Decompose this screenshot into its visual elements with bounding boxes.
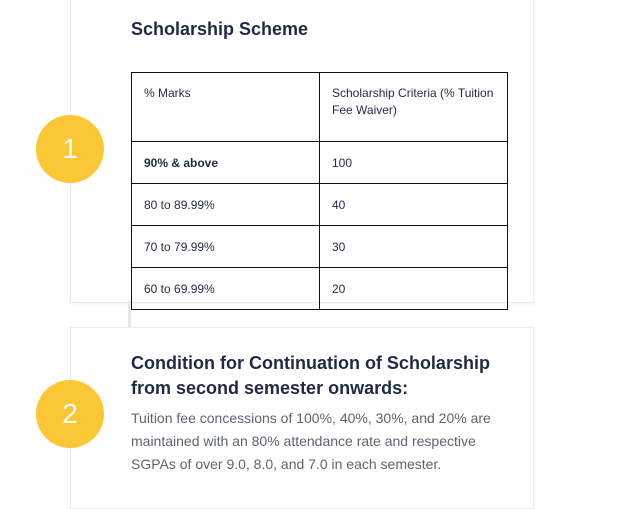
table-row [132,226,508,268]
table-row [132,142,508,184]
waiver-cell: 40 [320,184,508,226]
waiver-cell: 100 [320,142,508,184]
marks-cell: 90% & above [132,142,320,184]
table-row [132,184,508,226]
continuation-condition-text: Tuition fee concessions of 100%, 40%, 30%, and 20% are maintained with an 80% attendance rate and respective SGPAs of over 9.0, 8.0, and 7.0 in each semester. [131,410,491,472]
scholarship-table [131,72,508,310]
table-header-criteria: Scholarship Criteria (% Tuition Fee Waiver) [320,73,508,142]
table-row [132,268,508,310]
marks-cell: 70 to 79.99% [132,226,320,268]
step-number-badge: 1 [36,115,104,183]
waiver-cell: 20 [320,268,508,310]
table-header-marks: % Marks [132,73,320,142]
marks-cell: 60 to 69.99% [132,268,320,310]
marks-cell: 80 to 89.99% [132,184,320,226]
table-header-row [132,73,508,142]
scholarship-scheme-title: Scholarship Scheme [131,19,309,39]
step-number-badge: 2 [36,380,104,448]
continuation-condition-title: Condition for Continuation of Scholarship from second semester onwards: [131,353,490,398]
waiver-cell: 30 [320,226,508,268]
